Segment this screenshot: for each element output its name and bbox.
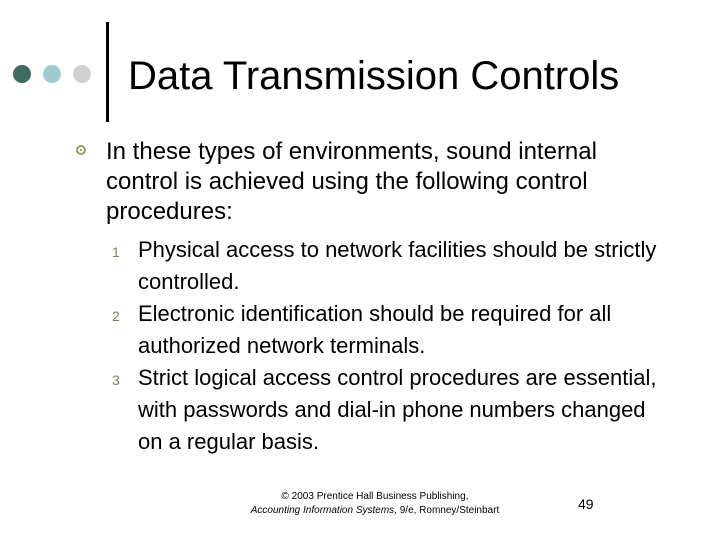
dot-gray (73, 65, 91, 83)
bullet-ring-icon (76, 145, 86, 155)
dot-dark (13, 65, 31, 83)
title-divider (106, 22, 109, 122)
list-item (112, 362, 672, 458)
book-line (240, 504, 510, 518)
footer-copyright (240, 490, 510, 518)
book-title: Accounting Information Systems (250, 505, 395, 516)
slide-title: Data Transmission Controls (128, 54, 620, 98)
book-edition: , 9/e, Romney/Steinbart (394, 505, 500, 516)
copyright-line: © 2003 Prentice Hall Business Publishing, (281, 491, 469, 502)
page-number: 49 (578, 496, 594, 512)
list-item (112, 298, 672, 362)
list-number: 3 (112, 372, 120, 388)
list-item-text: Strict logical access control procedures are essential, with passwords and dial-in phone numbers changed on a regular basis. (138, 365, 657, 454)
numbered-list (112, 234, 672, 458)
bullet-text: In these types of environments, sound internal control is achieved using the following control procedures: (106, 138, 597, 225)
list-number: 2 (112, 308, 120, 324)
list-item (112, 234, 672, 298)
dot-teal (43, 65, 61, 83)
list-item-text: Electronic identification should be required for all authorized network terminals. (138, 301, 612, 358)
list-number: 1 (112, 244, 120, 260)
decorative-dots (0, 0, 110, 110)
list-item-text: Physical access to network facilities should be strictly controlled. (138, 237, 657, 294)
